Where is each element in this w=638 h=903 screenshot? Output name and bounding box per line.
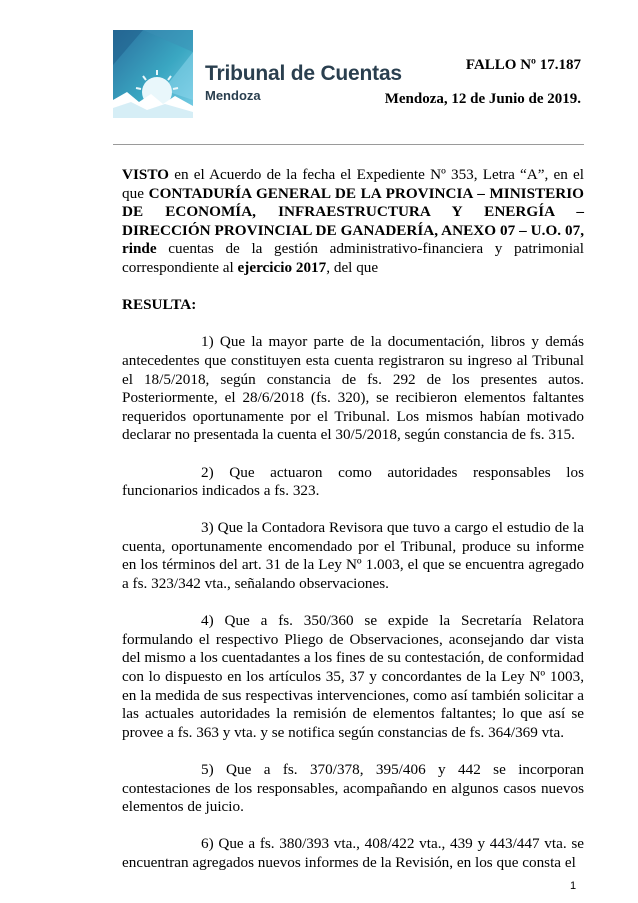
tribunal-logo <box>113 30 402 118</box>
header-divider <box>113 144 584 145</box>
resulta-item-5: 5) Que a fs. 370/378, 395/406 y 442 se incorporan contestaciones de los responsables, acompañando en algunos casos nuevos elementos de juicio. <box>122 761 584 816</box>
visto-text-1: en el Acuerdo de la fecha el Expediente Nº 353, Letra “A”, en el que <box>122 166 584 202</box>
fallo-number: FALLO Nº 17.187 <box>465 57 581 73</box>
visto-paragraph <box>122 166 584 278</box>
visto-lead: VISTO <box>122 166 169 183</box>
resulta-item-4: 4) Que a fs. 350/360 se expide la Secretaría Relatora formulando el respectivo Pliego de Observaciones, aconsejando dar vista del mismo a los cuentadantes a los fines de su contestación, de conformidad con lo dispuesto en los artículos 35, 37 y concordantes de la Ley Nº 1003, en la medida de sus respectivas intervenciones, como así también solicitar a las actuales autoridades la remisión de elementos faltantes; lo que así se provee a fs. 363 y vta. y se notifica según constancias de fs. 364/369 vta. <box>122 612 584 741</box>
fallo-date: Mendoza, 12 de Junio de 2019. <box>384 91 581 107</box>
resulta-item-1: 1) Que la mayor parte de la documentación, libros y demás antecedentes que constituyen esta cuenta registraron su ingreso al Tribunal el 18/5/2018, según constancia de fs. 292 de los presentes autos. Posteriormente, el 28/6/2018 (fs. 320), se recibieron elementos faltantes requeridos oportunamente por el Tribunal. Los mismos habían motivado declarar no presentada la cuenta el 30/5/2018, según constancia de fs. 315. <box>122 333 584 444</box>
resulta-heading: RESULTA: <box>122 296 197 314</box>
resulta-item-6: 6) Que a fs. 380/393 vta., 408/422 vta., 439 y 443/447 vta. se encuentran agregados nuevos informes de la Revisión, en los que consta el <box>122 835 584 871</box>
logo-mountain-sun-icon <box>113 30 193 118</box>
visto-text-2: cuentas de la gestión administrativo-financiera y patrimonial correspondiente al <box>122 240 584 276</box>
resulta-item-2: 2) Que actuaron como autoridades responsables los funcionarios indicados a fs. 323. <box>122 463 584 500</box>
logo-subtitle: Mendoza <box>205 88 261 103</box>
resulta-item-3: 3) Que la Contadora Revisora que tuvo a cargo el estudio de la cuenta, oportunamente encomendado por el Tribunal, produce su informe en los términos del art. 31 de la Ley Nº 1.003, el que se encuentra agregado a fs. 323/342 vta., señalando observaciones. <box>122 519 584 593</box>
visto-ejercicio: ejercicio 2017 <box>237 258 327 276</box>
page-number: 1 <box>570 880 577 892</box>
logo-title: Tribunal de Cuentas <box>205 62 402 85</box>
document-body <box>122 166 584 873</box>
visto-text-3: , del que <box>326 258 379 276</box>
visto-entity: CONTADURÍA GENERAL DE LA PROVINCIA – MINISTERIO DE ECONOMÍA, INFRAESTRUCTURA Y ENERGÍA – DIRECCIÓN PROVINCIAL DE GANADERÍA, ANEXO 07 – U.O. 07, rinde <box>122 184 584 258</box>
